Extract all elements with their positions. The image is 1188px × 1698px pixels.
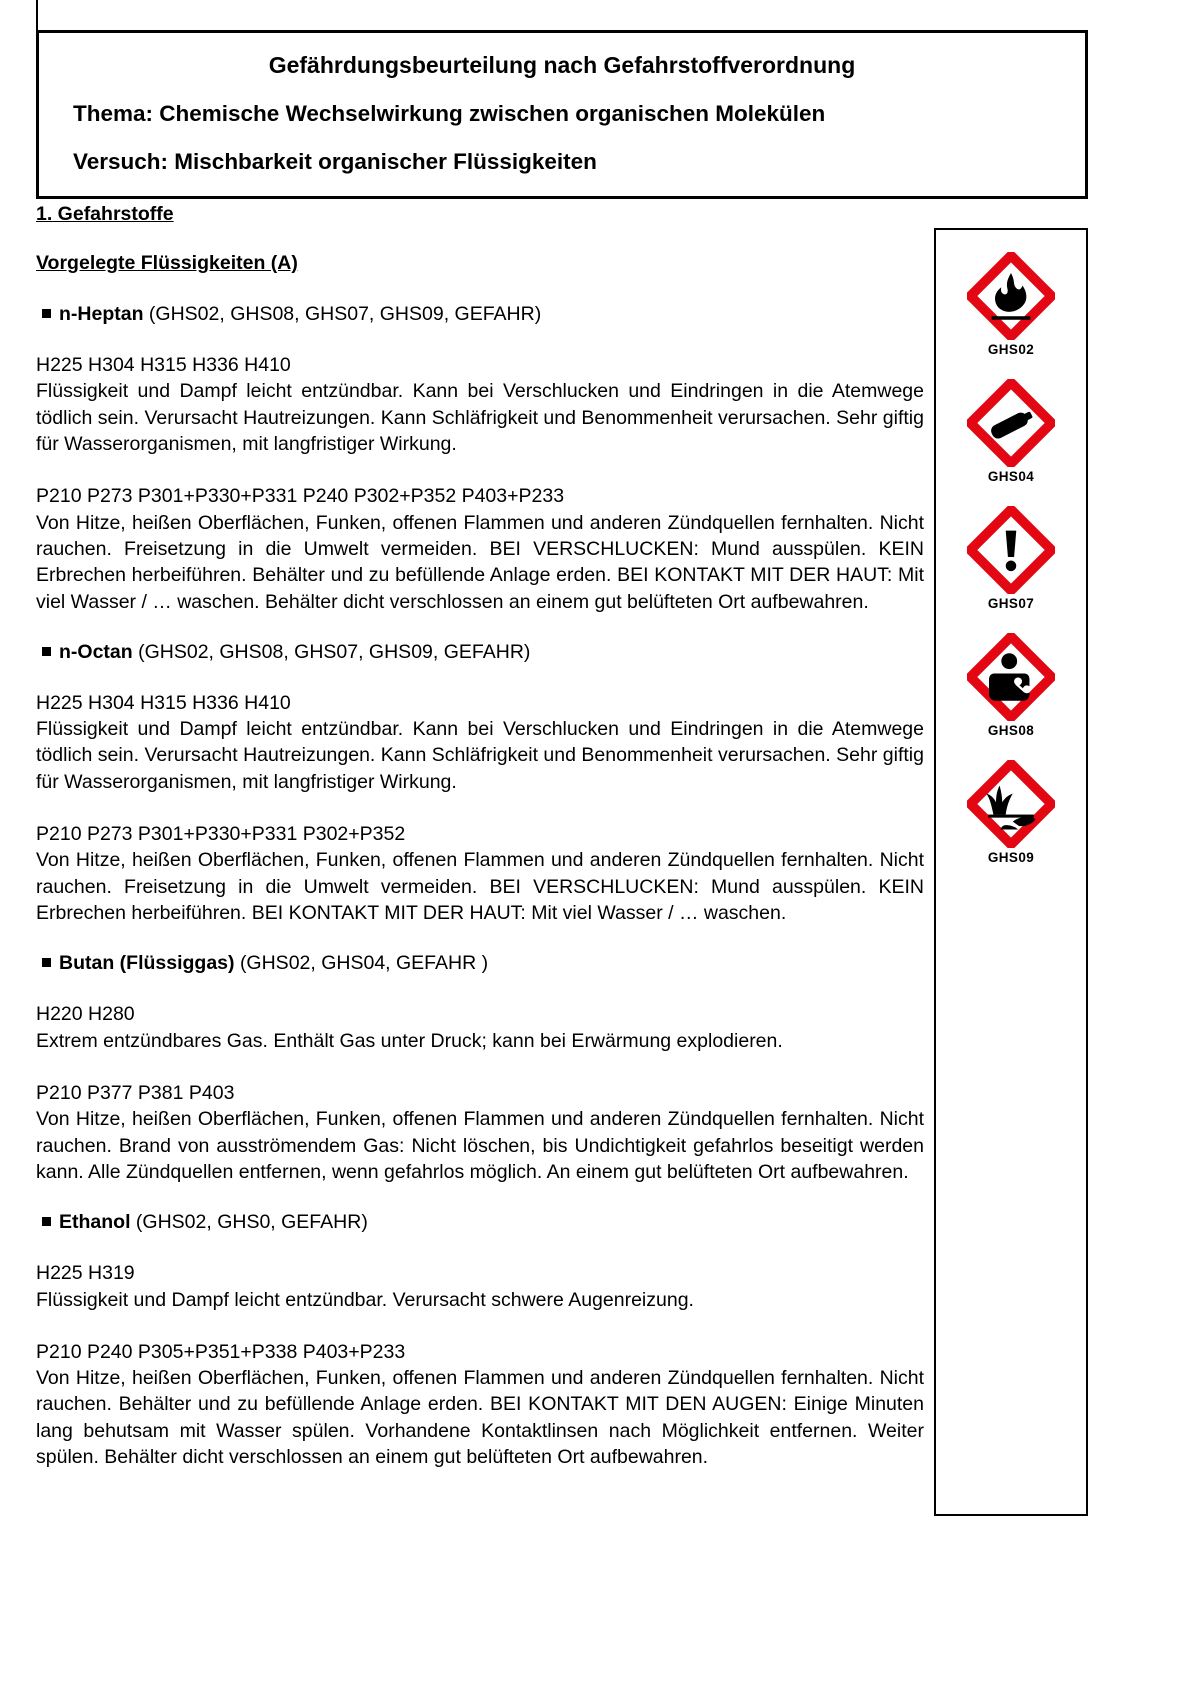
health-hazard-icon	[967, 633, 1055, 721]
h-phrase-text: Extrem entzündbares Gas. Enthält Gas unter Druck; kann bei Erwärmung explodieren.	[36, 1029, 783, 1052]
bullet-icon	[42, 309, 51, 318]
pictogram-label: GHS04	[987, 469, 1035, 484]
bullet-icon	[42, 958, 51, 967]
header-box	[36, 30, 1088, 199]
substance-heading	[36, 641, 924, 664]
pictogram-label: GHS02	[987, 342, 1035, 357]
p-phrase-codes: P210 P273 P301+P330+P331 P240 P302+P352 P403+P233	[36, 485, 565, 508]
header-versuch-line: Versuch: Mischbarkeit organischer Flüssigkeiten	[73, 148, 597, 174]
p-phrase-text: Von Hitze, heißen Oberflächen, Funken, offenen Flammen und anderen Zündquellen fernhalten. Nicht rauchen. Brand von ausströmendem Gas: Nicht löschen, bis Undichtigkeit gefahrlos beseitigt werden kann. Alle Zündquellen entfernen, wenn gefahrlos möglich. An einem gut belüfteten Ort aufbewahren.	[36, 1108, 924, 1183]
p-phrase-text: Von Hitze, heißen Oberflächen, Funken, offenen Flammen und anderen Zündquellen fernhalten. Nicht rauchen. Behälter und zu befüllende Anlage erden. BEI KONTAKT MIT DEN AUGEN: Einige Minuten lang behutsam mit Wasser spülen. Vorhandene Kontaktlinsen nach Möglichkeit entfernen. Weiter spülen. Behälter dicht verschlossen an einem gut belüfteten Ort aufbewahren.	[36, 1367, 924, 1469]
substance-name: Butan (Flüssiggas)	[59, 952, 235, 975]
ghs-pictogram-panel	[934, 228, 1088, 1516]
h-phrase-codes: H225 H304 H315 H336 H410	[36, 691, 291, 714]
bullet-icon	[42, 1217, 51, 1226]
header-thema-line: Thema: Chemische Wechselwirkung zwischen organischen Molekülen	[73, 100, 826, 126]
pictogram-ghs04	[959, 379, 1063, 484]
substance-ghs-codes-value: (GHS02, GHS08, GHS07, GHS09, GEFAHR)	[148, 303, 542, 325]
substance-entry	[36, 641, 924, 927]
substance-ghs-codes-value: (GHS02, GHS04, GEFAHR )	[239, 952, 489, 975]
h-phrase-block	[36, 1001, 924, 1054]
h-phrase-codes: H225 H304 H315 H336 H410	[36, 354, 291, 376]
substance-entry	[36, 952, 924, 1185]
substance-entry	[36, 1211, 924, 1470]
h-phrase-block	[36, 690, 924, 795]
pictogram-label: GHS07	[987, 596, 1035, 611]
p-phrase-text: Von Hitze, heißen Oberflächen, Funken, offenen Flammen und anderen Zündquellen fernhalten. Nicht rauchen. Freisetzung in die Umwelt vermeiden. BEI VERSCHLUCKEN: Mund ausspülen. KEIN Erbrechen herbeiführen. Behälter und zu befüllende Anlage erden. BEI KONTAKT MIT DER HAUT: Mit viel Wasser / … waschen. Behälter dicht verschlossen an einem gut belüfteten Ort aufbewahren.	[36, 511, 924, 613]
h-phrase-text: Flüssigkeit und Dampf leicht entzündbar. Kann bei Verschlucken und Eindringen in die Atemwege tödlich sein. Verursacht Hautreizungen. Kann Schläfrigkeit und Benommenheit verursachen. Sehr giftig für Wasserorganismen, mit langfristiger Wirkung.	[36, 718, 924, 793]
substance-name: Ethanol	[59, 1211, 131, 1234]
h-phrase-block	[36, 352, 924, 457]
pictogram-ghs07	[959, 506, 1063, 611]
substance-name: n-Octan	[59, 640, 133, 663]
substance-ghs-codes-value: (GHS02, GHS08, GHS07, GHS09, GEFAHR)	[138, 640, 531, 663]
p-phrase-block	[36, 821, 924, 926]
p-phrase-block	[36, 483, 924, 615]
exclamation-mark-icon	[967, 506, 1055, 594]
pictogram-ghs09	[959, 760, 1063, 865]
substance-heading	[36, 1211, 924, 1234]
main-content	[36, 203, 924, 1496]
substance-ghs-codes-value: (GHS02, GHS0, GEFAHR)	[135, 1211, 368, 1234]
flame-icon	[967, 252, 1055, 340]
p-phrase-codes: P210 P273 P301+P330+P331 P302+P352	[36, 823, 406, 846]
pictogram-ghs08	[959, 633, 1063, 738]
subsection-heading-vorgelegte-fluessigkeiten: Vorgelegte Flüssigkeiten (A)	[36, 252, 298, 274]
gas-cylinder-icon	[967, 379, 1055, 467]
p-phrase-block	[36, 1080, 924, 1185]
h-phrase-block	[36, 1260, 924, 1313]
h-phrase-text: Flüssigkeit und Dampf leicht entzündbar. Verursacht schwere Augenreizung.	[36, 1288, 694, 1311]
bullet-icon	[42, 647, 51, 656]
substance-name: n-Heptan	[59, 303, 144, 325]
environment-icon	[967, 760, 1055, 848]
pictogram-ghs02	[959, 252, 1063, 357]
p-phrase-codes: P210 P377 P381 P403	[36, 1081, 235, 1104]
h-phrase-codes: H220 H280	[36, 1003, 135, 1026]
h-phrase-text: Flüssigkeit und Dampf leicht entzündbar. Kann bei Verschlucken und Eindringen in die Atemwege tödlich sein. Verursacht Hautreizungen. Kann Schläfrigkeit und Benommenheit verursachen. Sehr giftig für Wasserorganismen, mit langfristiger Wirkung.	[36, 380, 924, 455]
p-phrase-block	[36, 1339, 924, 1471]
substance-entry	[36, 303, 924, 615]
p-phrase-codes: P210 P240 P305+P351+P338 P403+P233	[36, 1340, 406, 1363]
substance-heading	[36, 303, 924, 326]
substance-heading	[36, 952, 924, 975]
pictogram-label: GHS08	[987, 723, 1035, 738]
h-phrase-codes: H225 H319	[36, 1262, 135, 1285]
p-phrase-text: Von Hitze, heißen Oberflächen, Funken, offenen Flammen und anderen Zündquellen fernhalten. Nicht rauchen. Freisetzung in die Umwelt vermeiden. BEI VERSCHLUCKEN: Mund ausspülen. KEIN Erbrechen herbeiführen. BEI KONTAKT MIT DER HAUT: Mit viel Wasser / … waschen.	[36, 849, 924, 924]
pictogram-label: GHS09	[987, 850, 1035, 865]
section-heading-gefahrstoffe: 1. Gefahrstoffe	[36, 203, 174, 225]
document-title: Gefährdungsbeurteilung nach Gefahrstoffverordnung	[268, 52, 856, 78]
